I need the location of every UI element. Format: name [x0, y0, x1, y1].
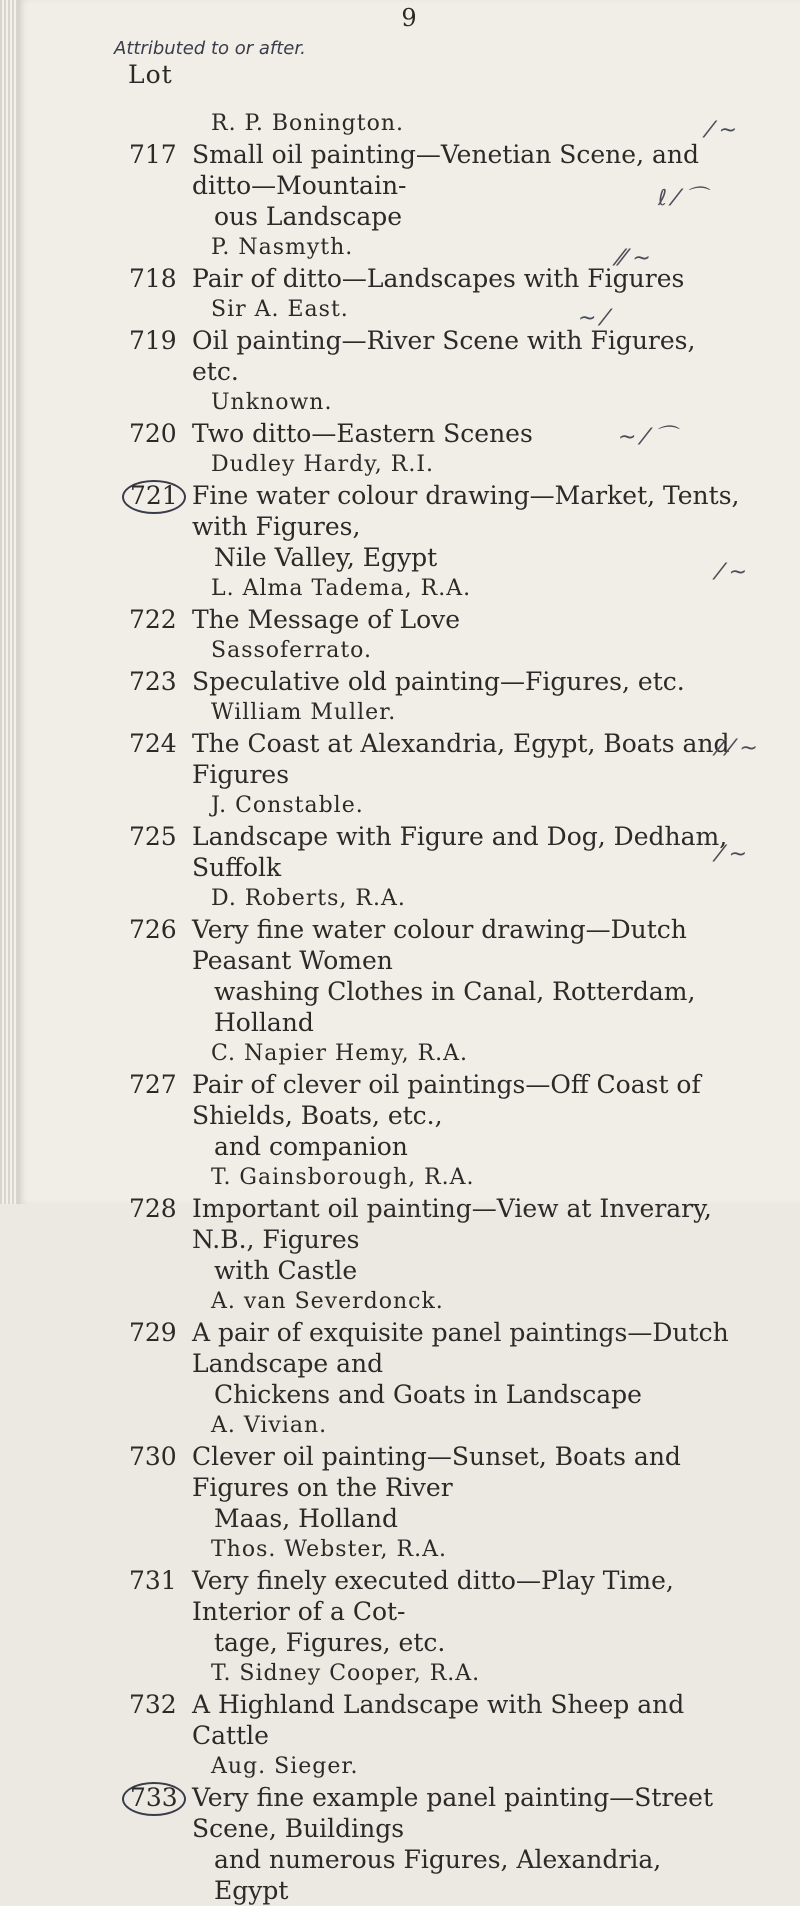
lot-entry: [18, 1782, 800, 1906]
lot-description-line: Important oil painting—View at Inverary, N.B., Figures: [192, 1194, 712, 1254]
lot-number: 719: [129, 326, 177, 355]
lot-entry: [18, 1193, 800, 1286]
lot-description-line: Small oil painting—Venetian Scene, and ditto—Mountain-: [192, 140, 699, 200]
artist-name: Unknown.: [211, 390, 333, 415]
lot-description-line: Very fine water colour drawing—Dutch Peasant Women: [192, 915, 687, 975]
lot-number: 724: [129, 729, 177, 758]
artist-name: Aug. Sieger.: [211, 1754, 359, 1779]
lot-description-continuation: and companion: [214, 1132, 408, 1161]
lot-number: 731: [129, 1566, 177, 1595]
artist-name: T. Sidney Cooper, R.A.: [211, 1661, 481, 1686]
lot-entry: [18, 914, 800, 1038]
lot-entry: [18, 325, 800, 387]
lot-description-line: A Highland Landscape with Sheep and Cattle: [192, 1690, 685, 1750]
lot-description-line: A pair of exquisite panel paintings—Dutch Landscape and: [192, 1318, 729, 1378]
lot-description-line: Landscape with Figure and Dog, Dedham, Suffolk: [192, 822, 728, 882]
lot-description-continuation: ous Landscape: [214, 202, 403, 231]
handwritten-price-mark: ⁄ ~: [718, 842, 748, 867]
lot-description-line: Oil painting—River Scene with Figures, etc.: [192, 326, 696, 386]
lot-entry: [18, 263, 800, 294]
lot-list: [18, 108, 800, 1906]
lot-description-continuation: Chickens and Goats in Landscape: [214, 1380, 642, 1409]
lot-number: 727: [129, 1070, 177, 1099]
lot-number: 721: [122, 480, 186, 514]
artist-name: R. P. Bonington.: [211, 111, 404, 136]
lot-entry: [18, 821, 800, 883]
handwritten-price-mark: ⁄⁄ ~: [618, 246, 651, 271]
artist-name: P. Nasmyth.: [211, 235, 354, 260]
lot-description-line: The Coast at Alexandria, Egypt, Boats and Figures: [192, 729, 730, 789]
page-edge: [0, 0, 18, 1204]
artist-name: Thos. Webster, R.A.: [211, 1537, 447, 1562]
lot-description-line: Very finely executed ditto—Play Time, Interior of a Cot-: [192, 1566, 674, 1626]
lot-description-line: Two ditto—Eastern Scenes: [192, 419, 533, 448]
lot-description-continuation: Nile Valley, Egypt: [214, 543, 438, 572]
lot-description-line: Pair of ditto—Landscapes with Figures: [192, 264, 685, 293]
artist-name: Sassoferrato.: [211, 638, 373, 663]
lot-description-line: Pair of clever oil paintings—Off Coast of Shields, Boats, etc.,: [192, 1070, 701, 1130]
lot-description-continuation: with Castle: [214, 1256, 358, 1285]
lot-description-line: Very fine example panel painting—Street Scene, Buildings: [192, 1783, 713, 1843]
lot-description-continuation: tage, Figures, etc.: [214, 1628, 446, 1657]
lot-number: 729: [129, 1318, 177, 1347]
handwritten-price-mark: ~ ⁄ ⌒: [618, 425, 677, 450]
lot-number: 730: [129, 1442, 177, 1471]
lot-entry: [18, 666, 800, 697]
artist-name: J. Constable.: [211, 793, 364, 818]
lot-description-line: Clever oil painting—Sunset, Boats and Figures on the River: [192, 1442, 681, 1502]
lot-number: 722: [129, 605, 177, 634]
lot-description-continuation: Maas, Holland: [214, 1504, 398, 1533]
lot-number: 726: [129, 915, 177, 944]
artist-name: D. Roberts, R.A.: [211, 886, 406, 911]
artist-name: L. Alma Tadema, R.A.: [211, 576, 472, 601]
handwritten-price-mark: ⁄ ⁄ ~: [718, 736, 758, 761]
lot-entry: [18, 1689, 800, 1751]
lot-entry: [18, 480, 800, 573]
lot-number: 725: [129, 822, 177, 851]
artist-name: Sir A. East.: [211, 297, 349, 322]
handwritten-price-mark: ℓ ⁄ ⌒: [658, 186, 707, 211]
lot-description-continuation: and numerous Figures, Alexandria, Egypt: [214, 1845, 662, 1905]
lot-description-line: The Message of Love: [192, 605, 461, 634]
lot-entry: [18, 1565, 800, 1658]
lot-number: 733: [122, 1782, 186, 1816]
lot-entry: [18, 1441, 800, 1534]
catalogue-page: [18, 0, 800, 1905]
lot-description-line: Fine water colour drawing—Market, Tents, with Figures,: [192, 481, 740, 541]
page-number: 9: [401, 4, 417, 32]
lot-entry: [18, 604, 800, 635]
lot-number: 728: [129, 1194, 177, 1223]
lot-number: 720: [129, 419, 177, 448]
lot-number: 723: [129, 667, 177, 696]
handwritten-note: Attributed to or after.: [114, 38, 306, 59]
artist-name: Dudley Hardy, R.I.: [211, 452, 435, 477]
lot-entry: [18, 1069, 800, 1162]
lot-number: 718: [129, 264, 177, 293]
lot-number: 732: [129, 1690, 177, 1719]
artist-name: A. Vivian.: [211, 1413, 328, 1438]
lot-description-continuation: washing Clothes in Canal, Rotterdam, Holland: [214, 977, 696, 1037]
lot-entry: [18, 418, 800, 449]
artist-name: A. van Severdonck.: [211, 1289, 444, 1314]
handwritten-price-mark: ⁄ ~: [708, 118, 738, 143]
lot-number: 717: [129, 140, 177, 169]
artist-name: William Muller.: [211, 700, 397, 725]
handwritten-price-mark: ~ ⁄: [578, 306, 608, 331]
lot-description-line: Speculative old painting—Figures, etc.: [192, 667, 685, 696]
artist-name: C. Napier Hemy, R.A.: [211, 1041, 469, 1066]
lot-entry: [18, 728, 800, 790]
artist-name: T. Gainsborough, R.A.: [211, 1165, 475, 1190]
lot-entry: [18, 1317, 800, 1410]
handwritten-price-mark: ⁄ ~: [718, 560, 748, 585]
lot-column-header: Lot: [128, 60, 173, 89]
